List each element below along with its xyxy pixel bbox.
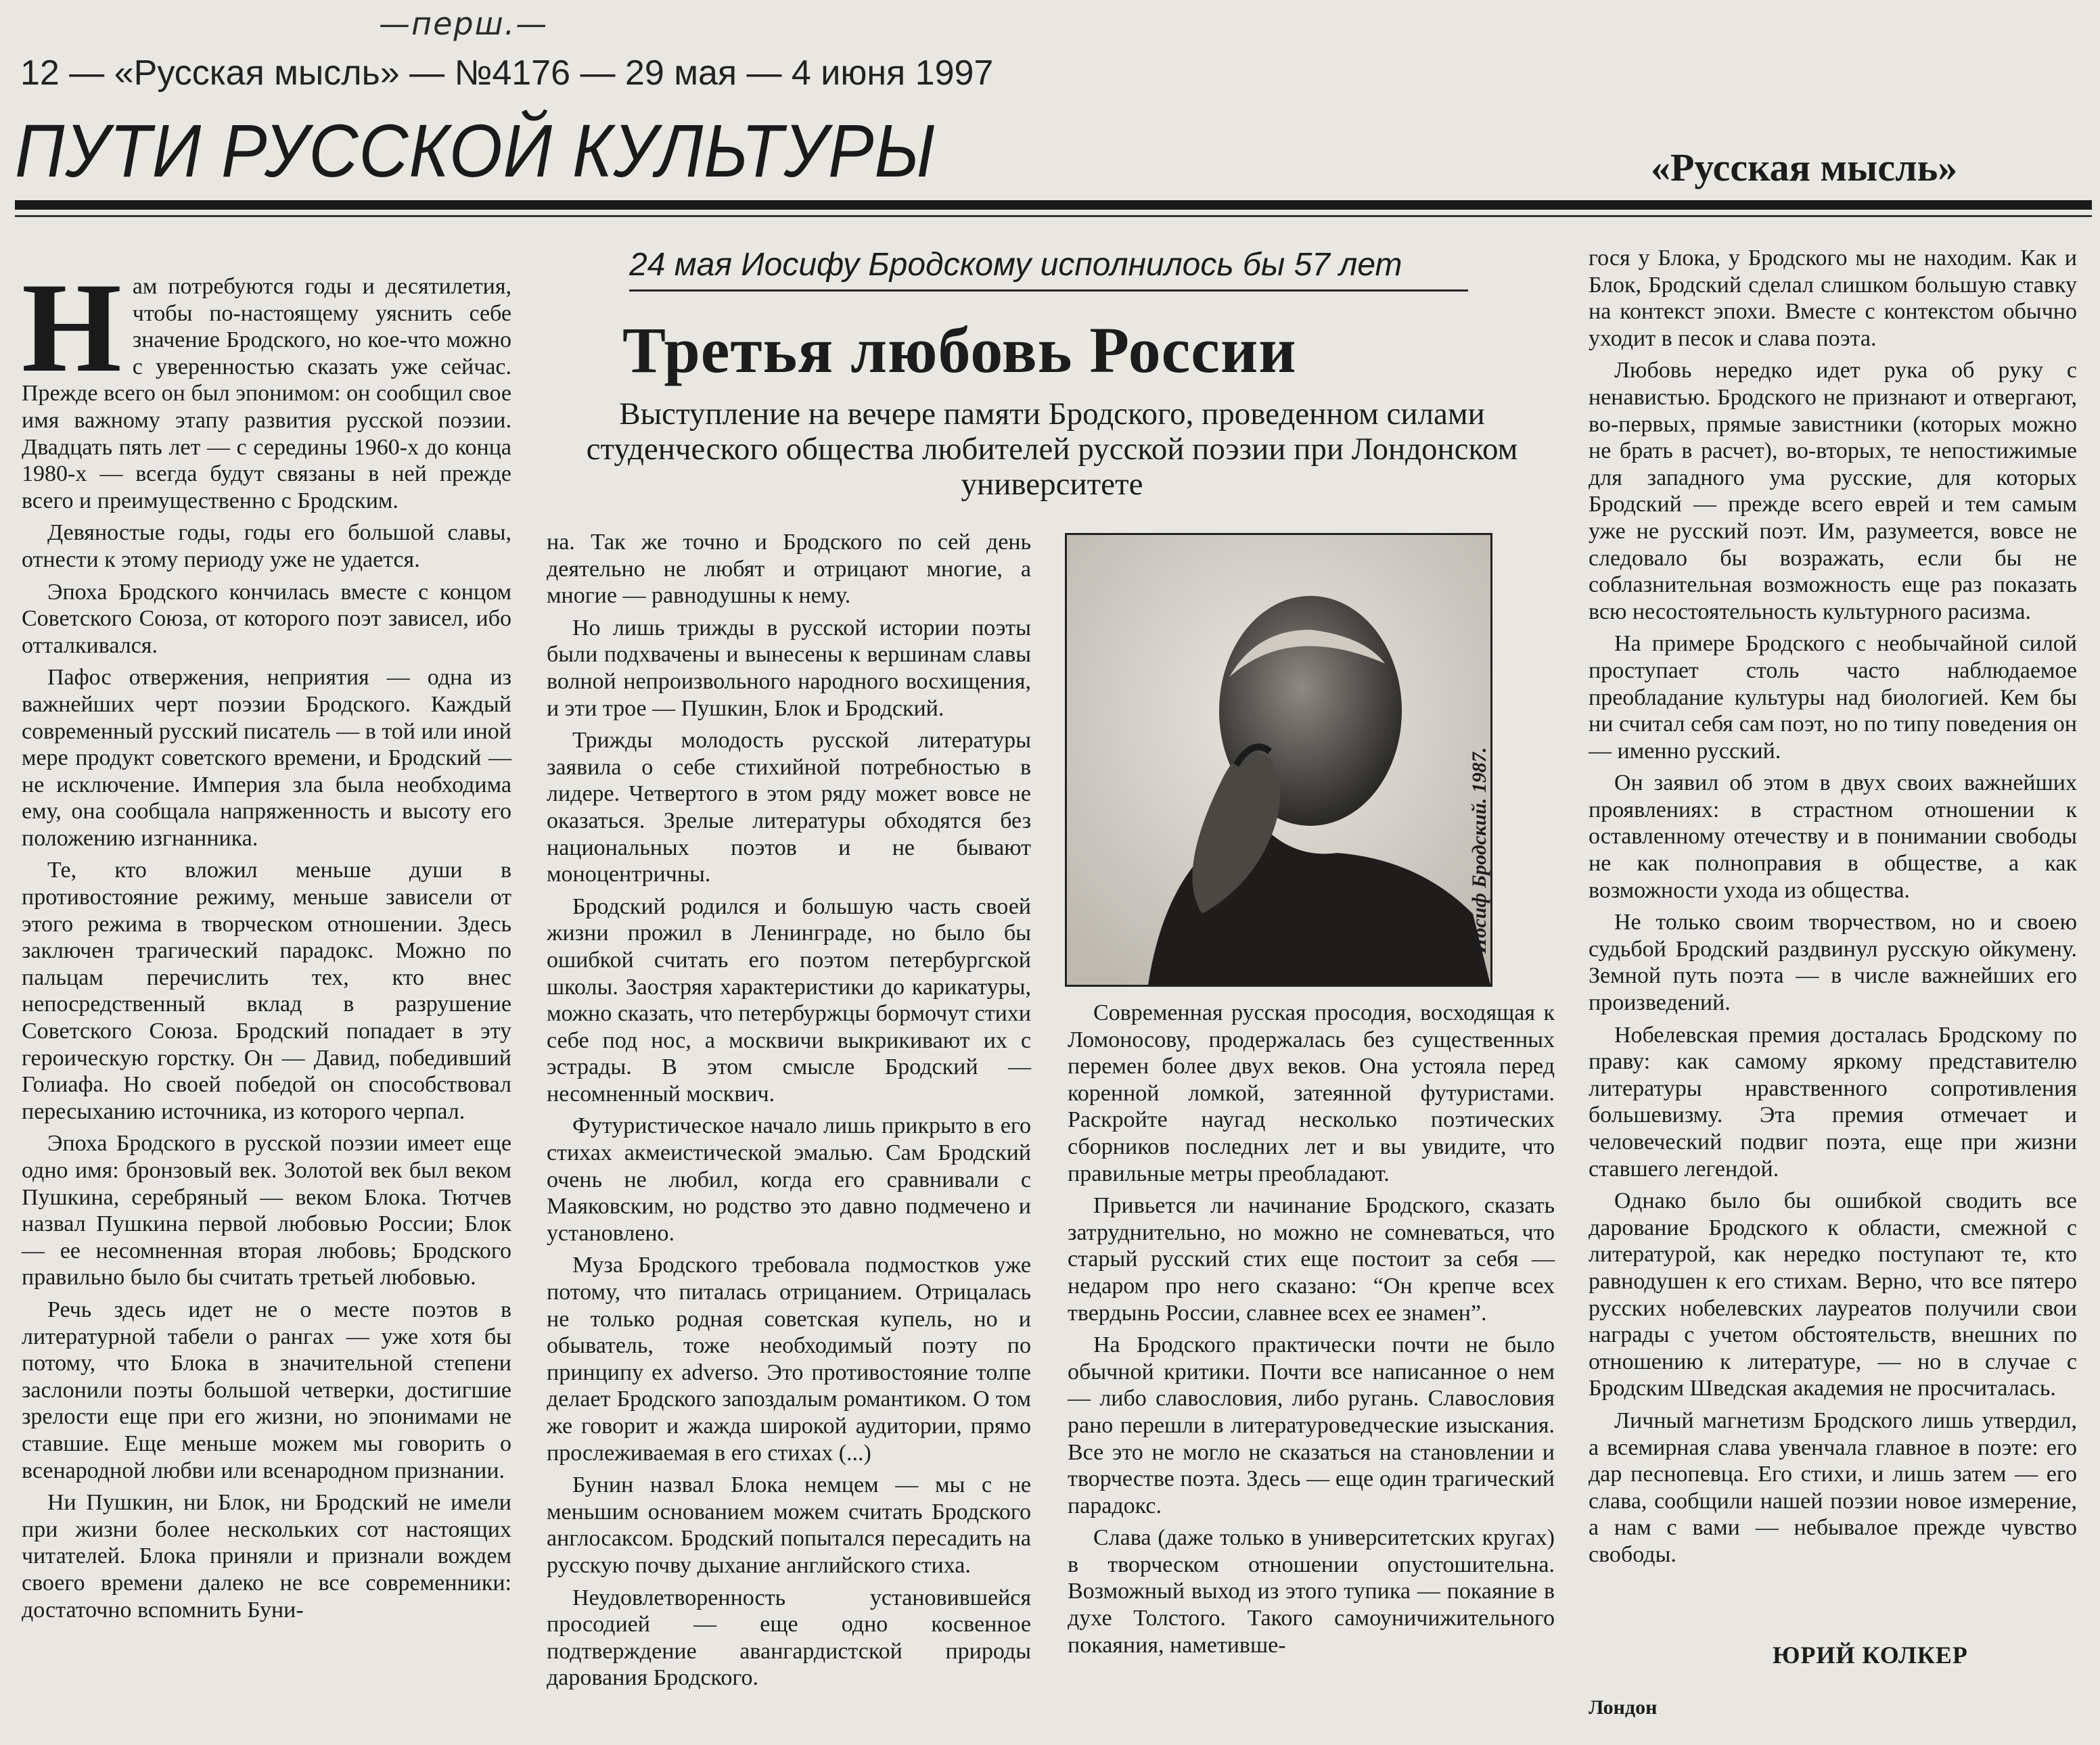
handwritten-note: —перш.— xyxy=(379,5,549,42)
paragraph: Пафос отвержения, неприятия — одна из важнейших черт поэзии Бродского. Каждый современный русский писатель — в той или иной мере продукт советского времени, и Бродский — не исключение. Империя зла была необходима ему, она сообщала напряженность и высоту его положению изгнанника. xyxy=(22,665,511,851)
paragraph: Речь здесь идет не о месте поэтов в литературной табели о рангах — уже хотя бы потому, что Блока в значительной степени заслонили поэты большой четверки, достигшие зрелости еще при его жизни, но эпонимами не ставшие. Еще меньше можем мы говорить о всенародной любви или всенародном признании. xyxy=(22,1297,511,1483)
paragraph: Личный магнетизм Бродского лишь утвердил, а всемирная слава увенчала главное в поэте: его дар песнопевца. Его стихи, и лишь затем — его слава, сообщили нашей поэзии новое измерение, а нам с вами — небывалое прежде чувство свободы. xyxy=(1589,1407,2077,1567)
paragraph: Футуристическое начало лишь прикрыто в его стихах акмеистической эмалью. Сам Бродский очень не любил, когда его сравнивали с Маяковским, но родство это давно подмечено и установлено. xyxy=(547,1113,1031,1246)
paragraph: Нобелевская премия досталась Бродскому по праву: как самому яркому представителю литературы нравственного сопротивления большевизму. Эта премия отмечает и человеческий подвиг поэта, еще при жизни ставшего легендой. xyxy=(1589,1022,2077,1182)
paragraph: Эпоха Бродского в русской поэзии имеет еще одно имя: бронзовый век. Золотой век был веком Пушкина, серебряный — веком Блока. Тютчев назвал Пушкина первой любовью России; Блок — ее несомненная вторая любовь; Бродского правильно было бы считать третьей любовью. xyxy=(22,1131,511,1290)
paragraph: Неудовлетворенность установившейся просодией — еще одно косвенное подтверждение авангардистской природы дарования Бродского. xyxy=(547,1585,1031,1691)
paragraph: Бродский родился и большую часть своей жизни прожил в Ленинграде, но было бы ошибкой считать его поэтом петербургской школы. Заостряя характеристики до карикатуры, можно сказать, что петербуржцы бормочут стихи себе под нос, а москвичи выкрикивают их с эстрады. В этом смысле Бродский — несомненный москвич. xyxy=(547,893,1031,1107)
column-3 xyxy=(1068,1000,1555,1658)
headline: Третья любовь России xyxy=(622,314,1297,386)
paragraph: Муза Бродского требовала подмостков уже потому, что питалась отрицанием. Отрицалась не только родная советская купель, но и обыватель, тоже необходимый поэту по принципу ex adverso. Это противостояние толпе делает Бродского запоздалым романтиком. О том же говорит и жажда широкой аудитории, прямо прослеживаемая в его стихах (...) xyxy=(547,1253,1031,1466)
portrait-image xyxy=(1067,535,1490,985)
paragraph: Те, кто вложил меньше души в противостояние режиму, меньше зависели от этого режима в творческом отношении. Здесь заключен трагический парадокс. Можно по пальцам перечислить тех, кто внес непосредственный вклад в разрушение Советского Союза. Бродский попадает в эту героическую горстку. Он — Давид, победивший Голиафа. Но своей победой он способствовал пересыханию источника, из которого черпал. xyxy=(22,858,511,1124)
paragraph: На Бродского практически почти не было обычной критики. Почти все написанное о нем — либо славословия, либо ругань. Славословия рано перешли в литературоведческие изыскания. Все это не могло не сказаться на становлении и творчестве поэта. Здесь — еще один трагический парадокс. xyxy=(1068,1332,1555,1518)
running-head: 12 — «Русская мысль» — №4176 — 29 мая — 4 июня 1997 xyxy=(20,53,994,93)
paragraph: Девяностые годы, годы его большой славы, отнести к этому периоду уже не удается. xyxy=(22,520,511,572)
paragraph: На примере Бродского с необычайной силой проступает столь часто наблюдаемое преобладание культуры над биологией. Кем бы ни считал себя сам поэт, но по типу поведения он — именно русский. xyxy=(1589,631,2077,764)
paragraph: ам потребуются годы и десятилетия, чтобы по-настоящему уяснить себе значение Бродского, но кое-что можно с уверенностью сказать уже сейчас. Прежде всего он был эпонимом: он сообщил свое имя важному этапу развития русской поэзии. Двадцать пять лет — с середины 1960-х до конца 1980-х — всегда будут связаны в ней прежде всего и преимущественно с Бродским. xyxy=(22,274,511,513)
paragraph: Привьется ли начинание Бродского, сказать затруднительно, но можно не сомневаться, что старый русский стих еще постоит за себя — недаром про него сказано: “Он крепче всех твердынь России, славнее всех ее знамен”. xyxy=(1068,1193,1555,1326)
photo-caption: Иосиф Бродский. 1987. xyxy=(1468,747,1490,954)
paragraph: гося у Блока, у Бродского мы не находим. Как и Блок, Бродский сделал слишком большую ставку на контекст эпохи. Вместе с контекстом обычно уходит в песок и слава поэта. xyxy=(1589,246,2077,351)
dateline-place: Лондон xyxy=(1589,1696,1658,1719)
paragraph: Но лишь трижды в русской истории поэты были подхвачены и вынесены к вершинам славы волной непроизвольного народного восхищения, и эти трое — Пушкин, Блок и Бродский. xyxy=(547,615,1031,721)
paper-name: «Русская мысль» xyxy=(1651,145,1958,189)
byline: ЮРИЙ КОЛКЕР xyxy=(1773,1642,1968,1669)
column-2 xyxy=(547,529,1031,1692)
kicker: 24 мая Иосифу Бродскому исполнилось бы 57 лет xyxy=(629,247,1402,283)
paragraph: на. Так же точно и Бродского по сей день деятельно не любят и отрицают многие, а многие — равнодушны к нему. xyxy=(547,530,1031,609)
portrait-photo xyxy=(1065,533,1492,987)
paragraph: Эпоха Бродского кончилась вместе с концом Советского Союза, от которого поэт зависел, ибо отталкивался. xyxy=(22,579,511,658)
paragraph: Не только своим творчеством, но и своею судьбой Бродский раздвинул русскую ойкумену. Земной путь поэта — в числе важнейших его произведений. xyxy=(1589,910,2077,1016)
paragraph: Современная русская просодия, восходящая к Ломоносову, продержалась без существенных перемен более двух веков. Она устояла перед коренной ломкой, затеянной футуристами. Раскройте наугад несколько поэтических сборников последних лет и вы увидите, что правильные метры преобладают. xyxy=(1068,1000,1555,1186)
subhead: Выступление на вечере памяти Бродского, проведенном силами студенческого общества любителей русской поэзии при Лондонском университете xyxy=(586,396,1518,502)
paragraph: Он заявил об этом в двух своих важнейших проявлениях: в страстном отношении к оставленному отечеству и в понимании свободы не как полноправия в обществе, а как возможности ухода из общества. xyxy=(1589,770,2077,903)
paragraph: Однако было бы ошибкой сводить все дарование Бродского к области, смежной с литературой, как нередко поступают те, кто равнодушен к его стихам. Верно, что все пятеро русских нобелевских лауреатов получили свои награды с учетом обстоятельств, внешних по отношению к литературе, — но в случае с Бродским Шведская академия не просчиталась. xyxy=(1589,1188,2077,1401)
paragraph: Любовь нередко идет рука об руку с ненавистью. Бродского не признают и отвергают, во-первых, прямые завистники (которых можно не брать в расчет), во-вторых, те непостижимые для западного ума русские, для которых Бродский — прежде всего еврей и тем самым уже не русский поэт. Им, разумеется, вовсе не следовало бы возражать, если бы не соблазнительная возможность еще раз показать всю несостоятельность культурного расизма. xyxy=(1589,358,2077,624)
column-4 xyxy=(1589,245,2077,1568)
section-title: ПУТИ РУССКОЙ КУЛЬТУРЫ xyxy=(15,110,936,193)
paragraph: Трижды молодость русской литературы заявила о себе стихийной потребностью в лидере. Четвертого в этом ряду может вовсе не оказаться. Зрелые литературы обходятся без национальных поэтов и не бывают моноцентричны. xyxy=(547,728,1031,887)
header-rule-thin xyxy=(15,215,2092,217)
kicker-rule xyxy=(629,289,1468,292)
column-1 xyxy=(22,257,511,1623)
dropcap: Н xyxy=(22,257,122,399)
header-rule-thick xyxy=(15,200,2092,210)
paragraph: Ни Пушкин, ни Блок, ни Бродский не имели при жизни более нескольких сот настоящих читателей. Блока приняли и признали вождем своего времени далеко не все современники: достаточно вспомнить Буни- xyxy=(22,1490,511,1623)
paragraph: Бунин назвал Блока немцем — мы с не меньшим основанием можем считать Бродского англосаксом. Бродский попытался пересадить на русскую почву дыхание английского стиха. xyxy=(547,1472,1031,1578)
paragraph: Слава (даже только в университетских кругах) в творческом отношении опустошительна. Возможный выход из этого тупика — покаяние в духе Толстого. Такого самоуничижительного покаяния, наметивше- xyxy=(1068,1525,1555,1658)
